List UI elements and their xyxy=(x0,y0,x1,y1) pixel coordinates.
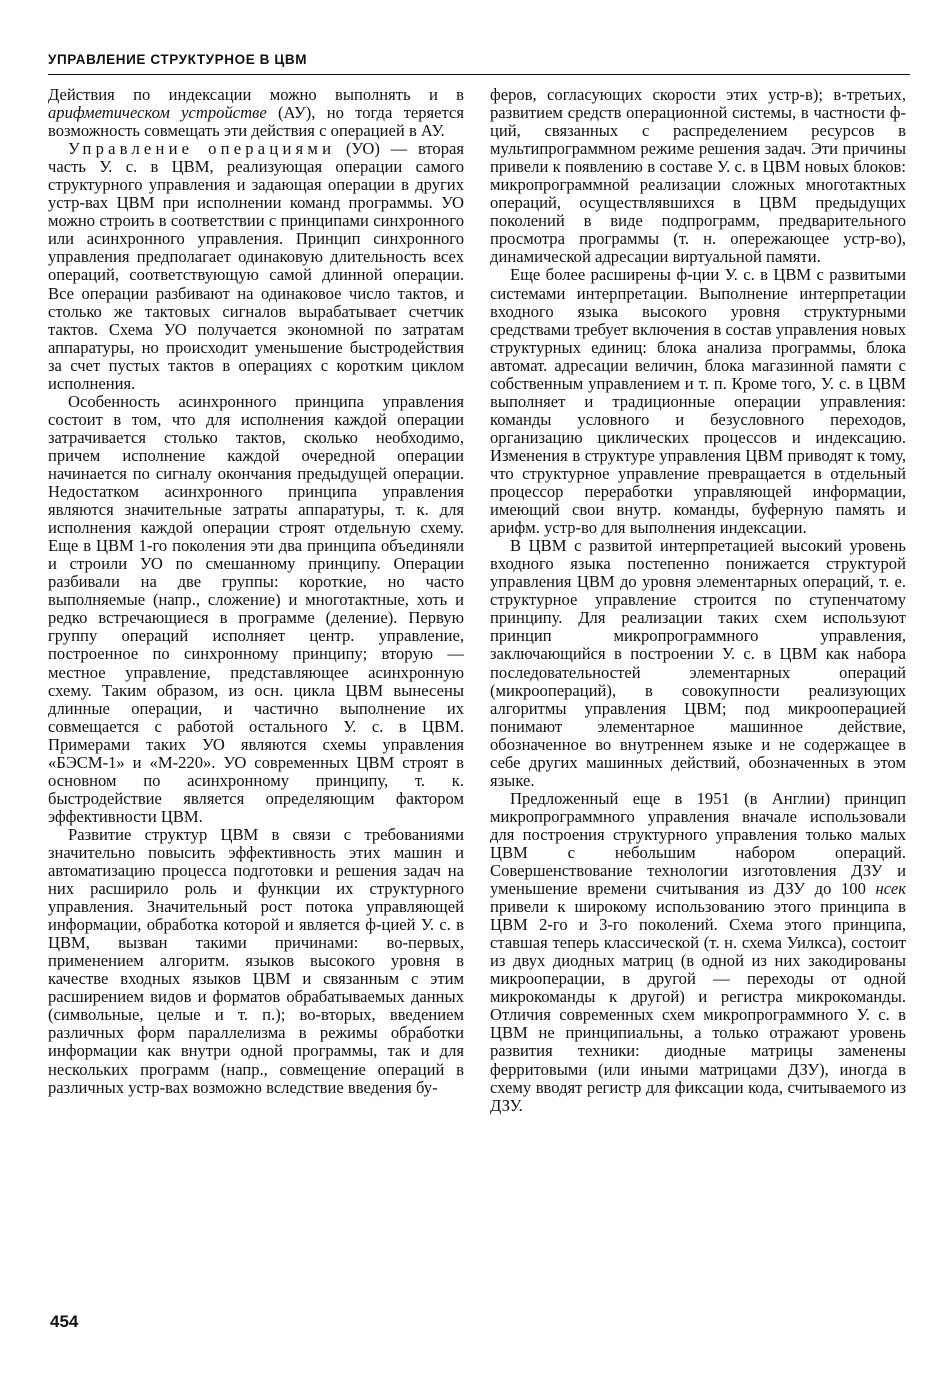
page-number: 454 xyxy=(50,1312,79,1331)
term-arithmetic-unit: арифметическом устройстве xyxy=(48,103,267,123)
right-column xyxy=(490,86,906,1115)
paragraph-structure-development: Развитие структур ЦВМ в связи с требованиями значительно повысить эффективность этих машин и автоматизацию процесса подготовки и решения задач на них расширило роль и функции их структурного управления. Значительный рост потока управляющей информации, обработка которой и является ф-цией У. с. в ЦВМ, вызван такими причинами: во-первых, применением алгоритм. языков высокого уровня в качестве входных языков ЦВМ и связанным с этим расширением видов и форматов обрабатываемых данных (символьные, целые и т. п.); во-вторых, введением различных форм параллелизма в режимы обработки информации как внутри одной программы, так и для нескольких программ (напр., совмещение операций в различных устр-вах возможно вследствие введения бу- xyxy=(48,824,464,1097)
left-column xyxy=(48,86,464,1097)
paragraph-microprogram-principle: В ЦВМ с развитой интерпретацией высокий уровень входного языка постепенно понижается структурой управления ЦВМ до уровня элементарных операций, т. е. структурное управление строится по ступенчатому принципу. Для реализации таких схем используют принцип микропрограммного управления, заключающийся в построении У. с. в ЦВМ как набора последовательностей элементарных операций (микроопераций), в совокупности реализующих алгоритмы управления ЦВМ; под микрооперацией понимают элементарное машинное действие, обозначенное во внутреннем языке и не содержащее в себе других машинных действий, обозначенных в этом языке. xyxy=(490,536,906,790)
paragraph-operation-control: Управление операциями (УО) — вторая часть У. с. в ЦВМ, реализующая операции самого структурного управления и задающая операции в других устр-вах ЦВМ при исполнении команд программы. УО можно строить в соответствии с принципами синхронного или асинхронного управления. Принцип синхронного управления предполагает одинаковую длительность всех операций, соответствующую самой длинной операции. Все операции разбивают на одинаковое число тактов, и столько же тактовых сигналов вырабатывает счетчик тактов. Схема УО получается экономной по затратам аппаратуры, но происходит уменьшение быстродействия за счет пустых тактов в операциях с коротким циклом исполнения. xyxy=(48,139,465,393)
paragraph-async-principle: Особенность асинхронного принципа управления состоит в том, что для исполнения каждой операции затрачивается столько тактов, сколько необходимо, причем исполнение каждой очередной операции начинается по сигналу окончания предыдущей операции. Недостатком асинхронного принципа управления являются значительные затраты аппаратуры, т. к. для исполнения каждой операции строят отдельную схему. Еще в ЦВМ 1-го поколения эти два принципа объединяли и строили УО по смешанному принципу. Операции разбивали на две группы: короткие, но часто выполняемые (напр., сложение) и многотактные, хоть и редко встречающиеся в программе (деление). Первую группу операций исполняет центр. управление, построенное по синхронному принципу; вторую — местное управление, представляющее асинхронную схему. Таким образом, из осн. цикла ЦВМ вынесены длинные операции, и частично выполнение их совмещается с работой остального У. с. в ЦВМ. Примерами таких УО являются схемы управления «БЭСМ-1» и «М-220». УО современных ЦВМ строят в основном по асинхронному принципу, т. к. быстродействие является определяющим фактором эффективности ЦВМ. xyxy=(48,391,464,826)
paragraph-indexing: Действия по индексации можно выполнять и в арифметическом устройстве (АУ), но тогда теряется возможность совмещать эти действия с операцией в АУ. xyxy=(48,85,464,141)
unit-nanosecond: нсек xyxy=(875,879,906,899)
paragraph-interpretation: Еще более расширены ф-ции У. с. в ЦВМ с развитыми системами интерпретации. Выполнение интерпретации входного языка высокого уровня структурными средствами требует включения в состав управления новых структурных единиц: блока анализа программы, блока автомат. адресации величин, блока магазинной памяти с собственным управлением и т. п. Кроме того, У. с. в ЦВМ выполняет и традиционные операции управления: команды условного и безусловного переходов, организацию циклических процессов и индексацию. Изменения в структуре управления ЦВМ приводят к тому, что структурное управление превращается в отдельный процессор переработки управляющей информации, имеющий свои внутр. команды, буферную память и арифм. устр-во для выполнения индексации. xyxy=(490,265,906,538)
term-operation-control: Управление операциями xyxy=(68,139,336,159)
header-rule xyxy=(48,74,910,75)
paragraph-new-blocks: феров, согласующих скорости этих устр-в); в-третьих, развитием средств операционной системы, в частности ф-ций, связанных с распределением ресурсов в мультипрограммном режиме решения задач. Эти причины привели к появлению в составе У. с. в ЦВМ новых блоков: микропрограммной реализации сложных многотактных операций, осуществлявшихся в ЦВМ предыдущих поколений в виде подпрограмм, предварительного просмотра программы (т. н. опережающее устр-во), динамической адресации виртуальной памяти. xyxy=(490,85,906,267)
paragraph-wilkes-scheme: Предложенный еще в 1951 (в Англии) принцип микропрограммного управления вначале использовали для построения структурного управления только малых ЦВМ с небольшим набором операций. Совершенствование технологии изготовления ДЗУ и уменьшение времени считывания из ДЗУ до 100 нсек привели к широкому использованию этого принципа в ЦВМ 2-го и 3-го поколений. Схема этого принципа, ставшая теперь классической (т. н. схема Уилкса), состоит из двух диодных матриц (в одной из них закодированы микрооперации, в другой — переходы от одной микрокоманды к другой) и регистра микрокоманды. Отличия современных схем микропрограммного У. с. в ЦВМ не принципиальны, а только отражают уровень развития техники: диодные матрицы заменены ферритовыми (или иными матрицами ДЗУ), иногда в схему вводят регистр для фиксации кода, считываемого из ДЗУ. xyxy=(490,788,906,1115)
running-header: УПРАВЛЕНИЕ СТРУКТУРНОЕ В ЦВМ xyxy=(48,52,308,67)
